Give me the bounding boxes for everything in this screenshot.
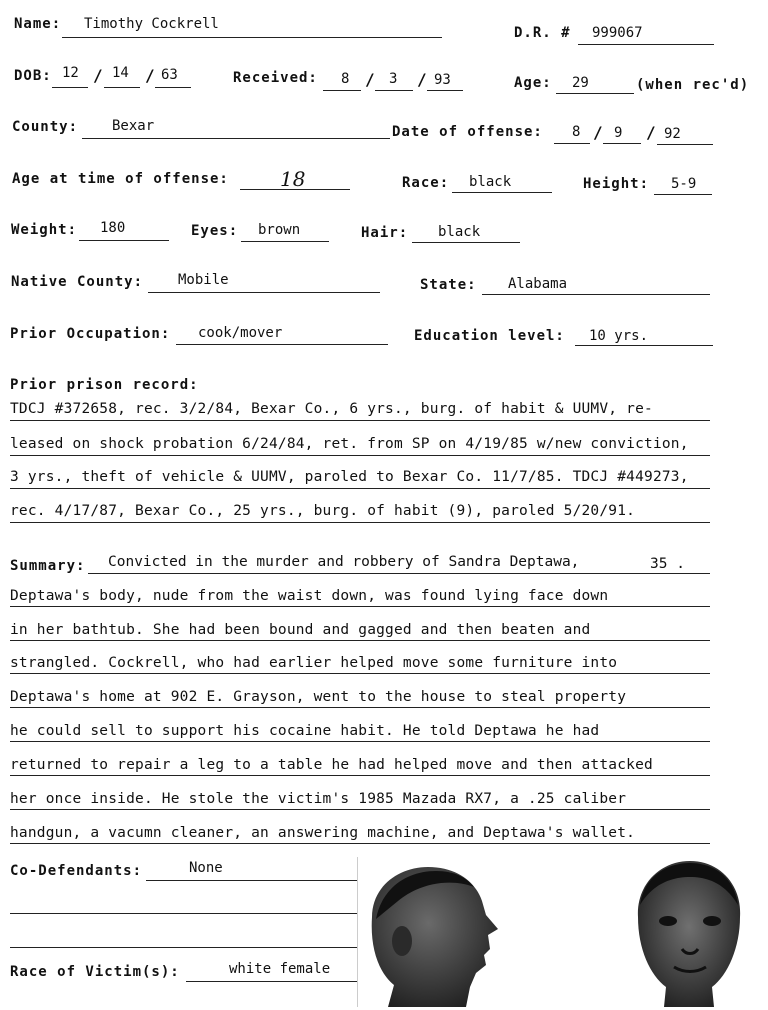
- dob-slash-2: /: [145, 66, 155, 85]
- prior-record-line: 3 yrs., theft of vehicle & UUMV, paroled to Bexar Co. 11/7/85. TDCJ #449273,: [10, 469, 689, 485]
- offense-month-line: [554, 143, 590, 144]
- prior-record-label: Prior prison record:: [10, 377, 199, 393]
- education-label: Education level:: [414, 328, 565, 344]
- state-line: [482, 294, 710, 295]
- summary-line: Deptawa's body, nude from the waist down, was found lying face down: [10, 588, 609, 604]
- native-county-line: [148, 292, 380, 293]
- dob-slash-1: /: [93, 66, 103, 85]
- age-label: Age:: [514, 75, 552, 91]
- name-label: Name:: [14, 16, 62, 32]
- prior-occupation-value: cook/mover: [198, 325, 283, 341]
- received-year: 93: [434, 72, 451, 88]
- summary-rule: [10, 775, 710, 776]
- prior-record-rule: [10, 488, 710, 489]
- dob-day-line: [104, 87, 140, 88]
- summary-rule: [10, 843, 710, 844]
- received-day: 3: [389, 71, 398, 87]
- dob-label: DOB:: [14, 68, 52, 84]
- summary-line: handgun, a vacumn cleaner, an answering machine, and Deptawa's wallet.: [10, 825, 636, 841]
- summary-rule: [10, 809, 710, 810]
- profile-mugshot: [358, 857, 742, 1007]
- summary-first-line: Convicted in the murder and robbery of Sandra Deptawa,: [108, 554, 580, 570]
- race-label: Race:: [402, 175, 450, 191]
- education-line: [575, 345, 713, 346]
- name-value: Timothy Cockrell: [84, 16, 219, 32]
- county-line: [82, 138, 390, 139]
- offense-day: 9: [614, 125, 623, 141]
- received-month: 8: [341, 71, 350, 87]
- offense-year-line: [657, 144, 713, 145]
- received-day-line: [375, 90, 413, 91]
- offense-year: 92: [664, 126, 681, 142]
- received-slash-2: /: [417, 70, 427, 89]
- age-note: (when rec'd): [636, 77, 750, 93]
- blank-line: [10, 913, 358, 914]
- summary-line: in her bathtub. She had been bound and gagged and then beaten and: [10, 622, 591, 638]
- hair-value: black: [438, 224, 481, 240]
- county-value: Bexar: [112, 118, 155, 134]
- prior-record-rule: [10, 522, 710, 523]
- race-line: [452, 192, 552, 193]
- height-line: [654, 194, 712, 195]
- eyes-value: brown: [258, 222, 301, 238]
- dob-month: 12: [62, 65, 79, 81]
- summary-rule: [10, 707, 710, 708]
- summary-label: Summary:: [10, 558, 86, 574]
- summary-line: he could sell to support his cocaine habit. He told Deptawa he had: [10, 723, 600, 739]
- summary-line: strangled. Cockrell, who had earlier helped move some furniture into: [10, 655, 618, 671]
- dob-day: 14: [112, 65, 129, 81]
- offense-slash-2: /: [646, 123, 656, 142]
- dr-label: D.R. #: [514, 25, 571, 41]
- summary-victim-age: 35 .: [650, 556, 685, 572]
- hair-label: Hair:: [361, 225, 409, 241]
- weight-label: Weight:: [11, 222, 78, 238]
- county-label: County:: [12, 119, 79, 135]
- summary-rule: [10, 741, 710, 742]
- summary-rule: [10, 673, 710, 674]
- state-label: State:: [420, 277, 477, 293]
- co-defendants-line: [146, 880, 358, 881]
- dob-year: 63: [161, 67, 178, 83]
- education-value: 10 yrs.: [589, 328, 649, 344]
- race-of-victim-line: [186, 981, 358, 982]
- summary-line: her once inside. He stole the victim's 1985 Mazada RX7, a .25 caliber: [10, 791, 627, 807]
- prior-record-line: leased on shock probation 6/24/84, ret. from SP on 4/19/85 w/new conviction,: [10, 436, 689, 452]
- mugshot-photos: [357, 857, 742, 1007]
- dob-year-line: [155, 87, 191, 88]
- offense-day-line: [603, 143, 641, 144]
- prior-occupation-line: [176, 344, 388, 345]
- summary-line: returned to repair a leg to a table he had helped move and then attacked: [10, 757, 653, 773]
- hair-line: [412, 242, 520, 243]
- offense-month: 8: [572, 124, 581, 140]
- prior-record-line: rec. 4/17/87, Bexar Co., 25 yrs., burg. of habit (9), paroled 5/20/91.: [10, 503, 636, 519]
- native-county-label: Native County:: [11, 274, 144, 290]
- prior-record-line: TDCJ #372658, rec. 3/2/84, Bexar Co., 6 yrs., burg. of habit & UUMV, re-: [10, 401, 653, 417]
- age-line: [556, 93, 634, 94]
- prior-record-rule: [10, 455, 710, 456]
- co-defendants-value: None: [189, 860, 223, 876]
- received-month-line: [323, 90, 361, 91]
- summary-rule: [88, 573, 710, 574]
- age-at-offense-value: 18: [280, 167, 306, 191]
- race-of-victim-label: Race of Victim(s):: [10, 964, 180, 980]
- dr-line: [578, 44, 714, 45]
- state-value: Alabama: [508, 276, 568, 292]
- eyes-line: [241, 241, 329, 242]
- received-year-line: [427, 90, 463, 91]
- summary-rule: [10, 606, 710, 607]
- native-county-value: Mobile: [178, 272, 229, 288]
- summary-rule: [10, 640, 710, 641]
- co-defendants-label: Co-Defendants:: [10, 863, 143, 879]
- weight-value: 180: [100, 220, 126, 236]
- received-label: Received:: [233, 70, 318, 86]
- height-label: Height:: [583, 176, 650, 192]
- prior-occupation-label: Prior Occupation:: [10, 326, 171, 342]
- weight-line: [79, 240, 169, 241]
- blank-line: [10, 947, 358, 948]
- dob-month-line: [52, 87, 88, 88]
- race-value: black: [469, 174, 512, 190]
- name-line: [62, 37, 442, 38]
- height-value: 5-9: [671, 176, 697, 192]
- date-of-offense-label: Date of offense:: [392, 124, 543, 140]
- prior-record-rule: [10, 420, 710, 421]
- age-at-offense-label: Age at time of offense:: [12, 171, 229, 187]
- summary-line: Deptawa's home at 902 E. Grayson, went to the house to steal property: [10, 689, 627, 705]
- eyes-label: Eyes:: [191, 223, 239, 239]
- received-slash-1: /: [365, 70, 375, 89]
- age-value: 29: [572, 75, 589, 91]
- race-of-victim-value: white female: [229, 961, 331, 977]
- offense-slash-1: /: [593, 123, 603, 142]
- dr-value: 999067: [592, 25, 643, 41]
